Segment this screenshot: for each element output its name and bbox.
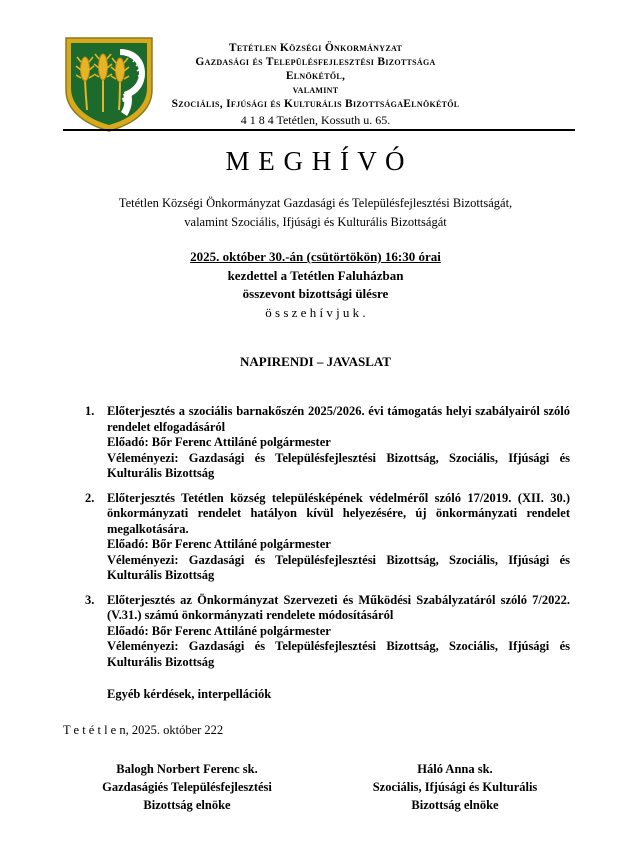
intro-paragraph bbox=[0, 194, 631, 232]
agenda-item-1-number: 1. bbox=[85, 404, 95, 418]
intro-line-2: valamint Szociális, Ifjúsági és Kulturális Bizottságát bbox=[184, 215, 447, 229]
meeting-datetime: 2025. október 30.-án (csütörtökön) 16:30 órai bbox=[190, 249, 441, 264]
document-title: M E G H Í V Ó bbox=[225, 146, 406, 176]
agenda-item-1 bbox=[85, 404, 570, 482]
meeting-convene: ö s s z e h í v j u k . bbox=[265, 304, 366, 320]
agenda-heading: NAPIRENDI – JAVASLAT bbox=[240, 354, 391, 369]
agenda-item-3-presenter: Előadó: Bőr Ferenc Attiláné polgármester bbox=[107, 623, 331, 638]
meeting-place: kezdettel a Tetétlen Faluházban bbox=[227, 267, 404, 283]
agenda-item-2-presenter: Előadó: Bőr Ferenc Attiláné polgármester bbox=[107, 537, 331, 551]
meeting-details bbox=[0, 248, 631, 322]
agenda-item-3 bbox=[85, 593, 570, 671]
signature-left-name: Balogh Norbert Ferenc sk. bbox=[116, 762, 258, 776]
signature-right bbox=[345, 760, 565, 814]
signature-left-role: Bizottság elnöke bbox=[143, 798, 231, 812]
agenda-item-2-title: Előterjesztés Tetétlen község településképének védelméről szóló 17/2019. (XII. 30.) önkormányzati rendelet hatályon kívül helyezésére, új önkormányzati rendelet megalkotására. bbox=[107, 490, 570, 536]
document-header bbox=[0, 0, 631, 130]
agenda-item-2-number: 2. bbox=[85, 490, 95, 505]
agenda-item-1-reviewer: Véleményezi: Gazdasági és Településfejlesztési Bizottság, Szociális, Ifjúsági és Kulturális Bizottság bbox=[107, 450, 570, 480]
agenda-other-questions: Egyéb kérdések, interpellációk bbox=[107, 687, 272, 701]
agenda-item-2-reviewer: Véleményezi: Gazdasági és Településfejlesztési Bizottság, Szociális, Ifjúsági és Kulturális Bizottság bbox=[107, 552, 570, 582]
signature-right-name: Háló Anna sk. bbox=[417, 762, 493, 776]
agenda-item-1-title: Előterjesztés a szociális barnakőszén 2025/2026. évi támogatás helyi szabályairól szóló rendelet elfogadásáról bbox=[107, 404, 570, 434]
agenda-list bbox=[63, 404, 570, 702]
issuer-line-2: Gazdasági és Településfejlesztési Bizottsága bbox=[195, 56, 436, 68]
issuer-line-3: Elnökétől, bbox=[285, 70, 346, 82]
signature-right-committee: Szociális, Ifjúsági és Kulturális bbox=[372, 780, 538, 794]
signature-left bbox=[63, 760, 311, 814]
intro-line-1: Tetétlen Községi Önkormányzat Gazdasági és Településfejlesztési Bizottságát, bbox=[118, 196, 513, 210]
agenda-item-1-presenter: Előadó: Bőr Ferenc Attiláné polgármester bbox=[107, 435, 331, 449]
header-divider bbox=[63, 129, 575, 131]
issuer-line-1: Tetétlen Községi Önkormányzat bbox=[228, 42, 403, 54]
signature-left-committee: Gazdaságiés Településfejlesztési bbox=[102, 780, 272, 794]
issuer-line-4: valamint bbox=[292, 84, 339, 96]
agenda-item-2 bbox=[85, 491, 570, 584]
coat-of-arms-icon bbox=[63, 36, 155, 133]
agenda-item-3-reviewer: Véleményezi: Gazdasági és Településfejlesztési Bizottság, Szociális, Ifjúsági és Kulturális Bizottság bbox=[107, 639, 570, 669]
closing-date-line: T e t é t l e n, 2025. október 222 bbox=[63, 723, 224, 737]
issuer-address-text: 4 1 8 4 Tetétlen, Kossuth u. 65. bbox=[156, 113, 476, 130]
signature-right-role: Bizottság elnöke bbox=[411, 798, 499, 812]
signature-blocks bbox=[63, 760, 570, 814]
meeting-type: összevont bizottsági ülésre bbox=[242, 286, 389, 301]
issuer-line-5: Szociális, Ifjúsági és Kulturális BizottságaElnökétől bbox=[171, 98, 460, 110]
agenda-item-3-title: Előterjesztés az Önkormányzat Szervezeti és Működési Szabályzatáról szóló 7/2022. (V.31.) számú önkormányzati rendelete módosításáról bbox=[107, 592, 570, 622]
agenda-item-3-number: 3. bbox=[85, 592, 95, 607]
